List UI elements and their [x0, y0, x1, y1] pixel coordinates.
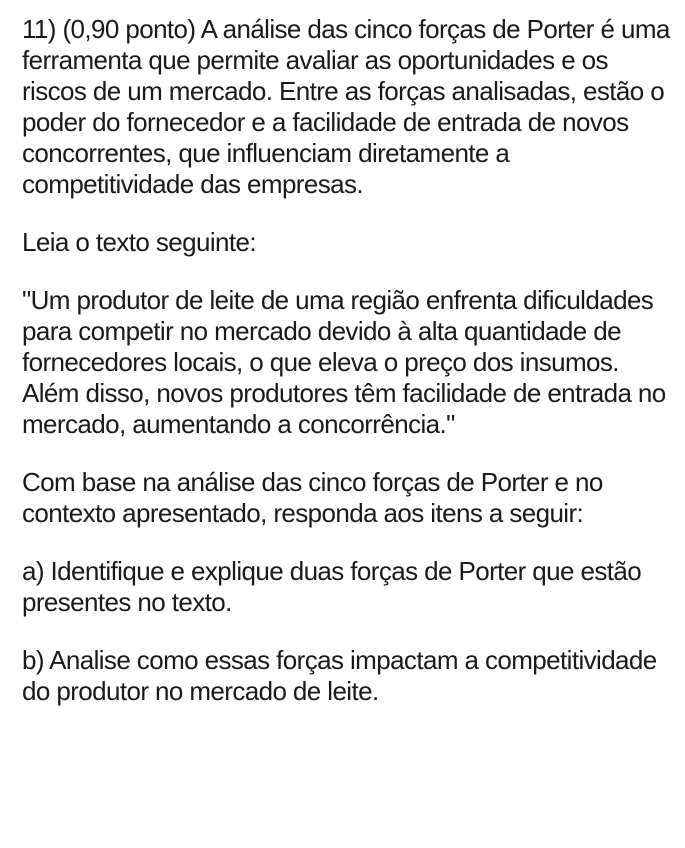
- question-prompt: Com base na análise das cinco forças de Porter e no contexto apresentado, responda aos itens a seguir:: [22, 467, 603, 528]
- item-b: b) Analise como essas forças impactam a competitividade do produtor no mercado de leite.: [22, 645, 657, 706]
- reading-instruction: Leia o texto seguinte:: [22, 227, 256, 257]
- quoted-text: "Um produtor de leite de uma região enfrenta dificuldades para competir no mercado devido à alta quantidade de fornecedores locais, o que eleva o preço dos insumos. Além disso, novos produtores têm facilidade de entrada no mercado, aumentando a concorrência.": [22, 285, 666, 439]
- question-intro: 11) (0,90 ponto) A análise das cinco forças de Porter é uma ferramenta que permite avaliar as oportunidades e os riscos de um mercado. Entre as forças analisadas, estão o poder do fornecedor e a facilidade de entrada de novos concorrentes, que influenciam diretamente a competitividade das empresas.: [22, 14, 670, 199]
- item-a: a) Identifique e explique duas forças de Porter que estão presentes no texto.: [22, 556, 642, 617]
- question-document: [22, 14, 677, 734]
